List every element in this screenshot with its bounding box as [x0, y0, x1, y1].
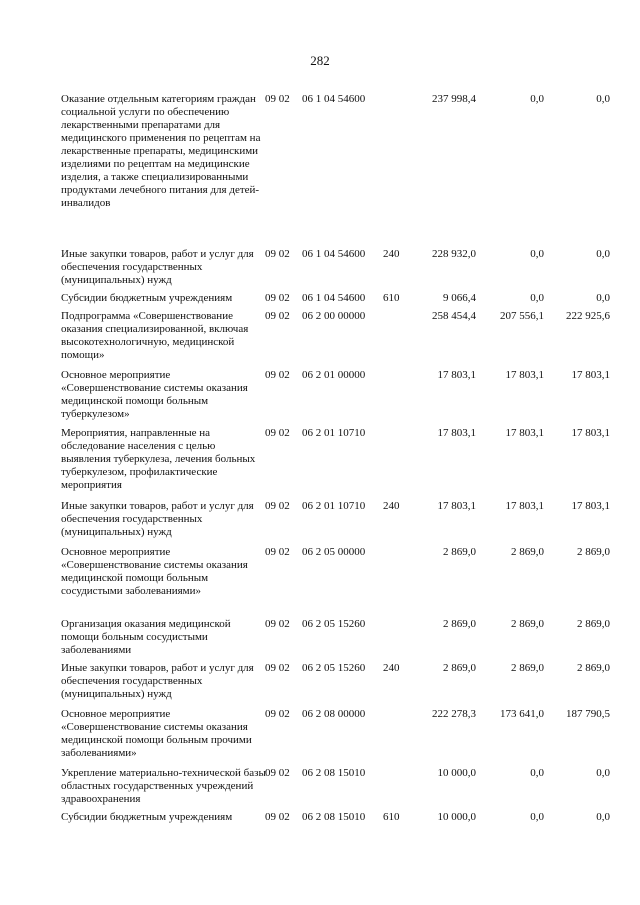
amount-year-2: 207 556,1 — [500, 310, 544, 322]
row-name: Субсидии бюджетным учреждениям — [61, 811, 233, 823]
target-article-code: 06 1 04 54600 — [302, 248, 366, 260]
expense-type-code: 240 — [383, 500, 400, 512]
amount-year-1: 17 803,1 — [437, 369, 476, 381]
row-name: Иные закупки товаров, работ и услуг для обеспечения государственных (муниципальных) нужд — [61, 662, 254, 700]
expense-type-code: 240 — [383, 248, 400, 260]
amount-year-1: 17 803,1 — [437, 500, 476, 512]
amount-year-3: 0,0 — [596, 292, 610, 304]
amount-year-1: 2 869,0 — [443, 546, 476, 558]
row-name: Оказание отдельным категориям граждан социальной услуги по обеспечению лекарственными препаратами для медицинского применения по рецептам на лекарственные препараты, медицинскими изделиями по рецептам на медицинские изделия, а также специализированными продуктами лечебного питания для детей-инвалидов — [61, 93, 261, 209]
row-name: Подпрограмма «Совершенствование оказания специализированной, включая высокотехнологичную, медицинской помощи» — [61, 310, 249, 361]
target-article-code: 06 2 01 10710 — [302, 500, 366, 512]
amount-year-2: 0,0 — [530, 248, 544, 260]
amount-year-2: 0,0 — [530, 767, 544, 779]
amount-year-2: 0,0 — [530, 292, 544, 304]
amount-year-2: 2 869,0 — [511, 546, 544, 558]
amount-year-1: 2 869,0 — [443, 618, 476, 630]
amount-year-1: 222 278,3 — [432, 708, 476, 720]
expense-type-code: 240 — [383, 662, 400, 674]
section-code: 09 02 — [265, 292, 290, 304]
amount-year-3: 0,0 — [596, 93, 610, 105]
amount-year-3: 2 869,0 — [577, 546, 610, 558]
amount-year-3: 17 803,1 — [571, 427, 610, 439]
amount-year-1: 10 000,0 — [437, 811, 476, 823]
row-name: Субсидии бюджетным учреждениям — [61, 292, 233, 304]
target-article-code: 06 2 00 00000 — [302, 310, 366, 322]
section-code: 09 02 — [265, 546, 290, 558]
amount-year-3: 17 803,1 — [571, 369, 610, 381]
section-code: 09 02 — [265, 767, 290, 779]
amount-year-2: 0,0 — [530, 811, 544, 823]
amount-year-3: 2 869,0 — [577, 618, 610, 630]
target-article-code: 06 2 08 15010 — [302, 811, 366, 823]
row-name: Мероприятия, направленные на обследование населения с целью выявления туберкулеза, лечения больных туберкулезом, профилактические мероприятия — [61, 427, 256, 491]
target-article-code: 06 2 05 00000 — [302, 546, 366, 558]
section-code: 09 02 — [265, 248, 290, 260]
section-code: 09 02 — [265, 500, 290, 512]
section-code: 09 02 — [265, 310, 290, 322]
row-name: Укрепление материально-технической базы областных государственных учреждений здравоохранения — [61, 767, 266, 805]
amount-year-3: 0,0 — [596, 767, 610, 779]
target-article-code: 06 2 05 15260 — [302, 618, 366, 630]
amount-year-1: 258 454,4 — [432, 310, 476, 322]
target-article-code: 06 2 08 00000 — [302, 708, 366, 720]
section-code: 09 02 — [265, 662, 290, 674]
amount-year-2: 2 869,0 — [511, 618, 544, 630]
amount-year-1: 2 869,0 — [443, 662, 476, 674]
amount-year-3: 0,0 — [596, 811, 610, 823]
amount-year-3: 17 803,1 — [571, 500, 610, 512]
amount-year-2: 173 641,0 — [500, 708, 544, 720]
section-code: 09 02 — [265, 369, 290, 381]
amount-year-1: 10 000,0 — [437, 767, 476, 779]
row-name: Иные закупки товаров, работ и услуг для обеспечения государственных (муниципальных) нужд — [61, 248, 254, 286]
row-name: Организация оказания медицинской помощи больным сосудистыми заболеваниями — [61, 618, 231, 656]
row-name: Основное мероприятие «Совершенствование системы оказания медицинской помощи больным туберкулезом» — [61, 369, 248, 420]
target-article-code: 06 2 08 15010 — [302, 767, 366, 779]
row-name: Основное мероприятие «Совершенствование системы оказания медицинской помощи больным сосудистыми заболеваниями» — [61, 546, 248, 597]
amount-year-2: 17 803,1 — [505, 427, 544, 439]
target-article-code: 06 2 05 15260 — [302, 662, 366, 674]
expense-type-code: 610 — [383, 811, 400, 823]
row-name: Основное мероприятие «Совершенствование системы оказания медицинской помощи больным прочими заболеваниями» — [61, 708, 252, 759]
section-code: 09 02 — [265, 427, 290, 439]
section-code: 09 02 — [265, 811, 290, 823]
amount-year-1: 9 066,4 — [443, 292, 476, 304]
amount-year-3: 187 790,5 — [566, 708, 610, 720]
amount-year-2: 17 803,1 — [505, 500, 544, 512]
target-article-code: 06 2 01 10710 — [302, 427, 366, 439]
amount-year-1: 237 998,4 — [432, 93, 476, 105]
amount-year-3: 222 925,6 — [566, 310, 610, 322]
amount-year-3: 0,0 — [596, 248, 610, 260]
row-name: Иные закупки товаров, работ и услуг для обеспечения государственных (муниципальных) нужд — [61, 500, 254, 538]
target-article-code: 06 1 04 54600 — [302, 93, 366, 105]
page-number: 282 — [310, 53, 330, 68]
amount-year-1: 17 803,1 — [437, 427, 476, 439]
amount-year-2: 2 869,0 — [511, 662, 544, 674]
target-article-code: 06 1 04 54600 — [302, 292, 366, 304]
section-code: 09 02 — [265, 93, 290, 105]
target-article-code: 06 2 01 00000 — [302, 369, 366, 381]
section-code: 09 02 — [265, 618, 290, 630]
section-code: 09 02 — [265, 708, 290, 720]
expense-type-code: 610 — [383, 292, 400, 304]
amount-year-1: 228 932,0 — [432, 248, 476, 260]
amount-year-2: 0,0 — [530, 93, 544, 105]
amount-year-3: 2 869,0 — [577, 662, 610, 674]
amount-year-2: 17 803,1 — [505, 369, 544, 381]
